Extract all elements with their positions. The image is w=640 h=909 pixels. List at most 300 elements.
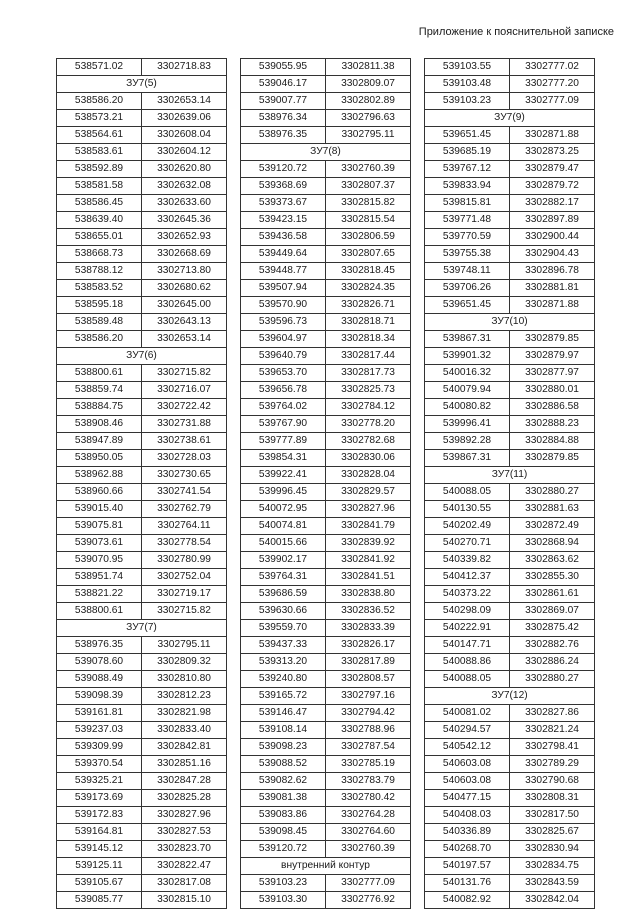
coordinate-row	[241, 433, 411, 450]
coordinates-table-right	[424, 58, 595, 909]
x-coordinate-cell: 539088.49	[57, 671, 142, 688]
coordinate-row	[241, 110, 411, 127]
y-coordinate-cell: 3302645.00	[142, 297, 227, 314]
y-coordinate-cell: 3302738.61	[142, 433, 227, 450]
x-coordinate-cell: 538571.02	[57, 59, 142, 76]
y-coordinate-cell: 3302817.08	[142, 875, 227, 892]
y-coordinate-cell: 3302896.78	[510, 263, 595, 280]
coordinate-row	[241, 450, 411, 467]
y-coordinate-cell: 3302882.17	[510, 195, 595, 212]
coordinate-row	[425, 76, 595, 93]
y-coordinate-cell: 3302881.63	[510, 501, 595, 518]
x-coordinate-cell: 539103.30	[241, 892, 326, 909]
y-coordinate-cell: 3302806.59	[326, 229, 411, 246]
y-coordinate-cell: 3302879.97	[510, 348, 595, 365]
x-coordinate-cell: 539164.81	[57, 824, 142, 841]
x-coordinate-cell: 539370.54	[57, 756, 142, 773]
section-header-row	[241, 144, 411, 161]
y-coordinate-cell: 3302872.49	[510, 518, 595, 535]
y-coordinate-cell: 3302873.25	[510, 144, 595, 161]
x-coordinate-cell: 539073.61	[57, 535, 142, 552]
y-coordinate-cell: 3302825.67	[510, 824, 595, 841]
x-coordinate-cell: 539777.89	[241, 433, 326, 450]
coordinate-row	[57, 144, 227, 161]
y-coordinate-cell: 3302760.39	[326, 841, 411, 858]
y-coordinate-cell: 3302879.47	[510, 161, 595, 178]
y-coordinate-cell: 3302827.86	[510, 705, 595, 722]
x-coordinate-cell: 539854.31	[241, 450, 326, 467]
x-coordinate-cell: 539686.59	[241, 586, 326, 603]
y-coordinate-cell: 3302795.11	[142, 637, 227, 654]
y-coordinate-cell: 3302777.02	[510, 59, 595, 76]
y-coordinate-cell: 3302818.34	[326, 331, 411, 348]
coordinate-row	[425, 416, 595, 433]
x-coordinate-cell: 539596.73	[241, 314, 326, 331]
y-coordinate-cell: 3302815.10	[142, 892, 227, 909]
coordinate-row	[425, 433, 595, 450]
y-coordinate-cell: 3302880.01	[510, 382, 595, 399]
y-coordinate-cell: 3302794.42	[326, 705, 411, 722]
y-coordinate-cell: 3302875.42	[510, 620, 595, 637]
coordinate-row	[425, 756, 595, 773]
x-coordinate-cell: 539103.55	[425, 59, 510, 76]
coordinate-row	[425, 620, 595, 637]
x-coordinate-cell: 538586.20	[57, 331, 142, 348]
x-coordinate-cell: 539922.41	[241, 467, 326, 484]
x-coordinate-cell: 540147.71	[425, 637, 510, 654]
coordinate-row	[57, 535, 227, 552]
x-coordinate-cell: 538960.66	[57, 484, 142, 501]
coordinate-row	[425, 535, 595, 552]
coordinate-row	[425, 824, 595, 841]
x-coordinate-cell: 539085.77	[57, 892, 142, 909]
coordinate-row	[57, 722, 227, 739]
y-coordinate-cell: 3302827.96	[142, 807, 227, 824]
y-coordinate-cell: 3302882.76	[510, 637, 595, 654]
x-coordinate-cell: 540373.22	[425, 586, 510, 603]
x-coordinate-cell: 538947.89	[57, 433, 142, 450]
section-header-row	[425, 314, 595, 331]
coordinate-row	[57, 433, 227, 450]
x-coordinate-cell: 539082.62	[241, 773, 326, 790]
coordinate-row	[425, 501, 595, 518]
coordinate-row	[241, 603, 411, 620]
y-coordinate-cell: 3302827.53	[142, 824, 227, 841]
x-coordinate-cell: 539161.81	[57, 705, 142, 722]
coordinate-row	[425, 127, 595, 144]
y-coordinate-cell: 3302808.57	[326, 671, 411, 688]
x-coordinate-cell: 539559.70	[241, 620, 326, 637]
x-coordinate-cell: 539706.26	[425, 280, 510, 297]
coordinate-row	[57, 484, 227, 501]
y-coordinate-cell: 3302823.70	[142, 841, 227, 858]
y-coordinate-cell: 3302778.54	[142, 535, 227, 552]
y-coordinate-cell: 3302842.81	[142, 739, 227, 756]
x-coordinate-cell: 538962.88	[57, 467, 142, 484]
x-coordinate-cell: 538800.61	[57, 603, 142, 620]
coordinate-row	[57, 671, 227, 688]
y-coordinate-cell: 3302825.73	[326, 382, 411, 399]
y-coordinate-cell: 3302842.04	[510, 892, 595, 909]
y-coordinate-cell: 3302880.27	[510, 671, 595, 688]
coordinate-row	[425, 399, 595, 416]
x-coordinate-cell: 538581.58	[57, 178, 142, 195]
coordinate-row	[241, 569, 411, 586]
coordinate-row	[241, 280, 411, 297]
coordinate-row	[57, 637, 227, 654]
coordinate-row	[425, 705, 595, 722]
y-coordinate-cell: 3302811.38	[326, 59, 411, 76]
x-coordinate-cell: 540016.32	[425, 365, 510, 382]
section-header-row	[425, 467, 595, 484]
coordinate-row	[425, 671, 595, 688]
section-header-row	[241, 858, 411, 875]
x-coordinate-cell: 538639.40	[57, 212, 142, 229]
x-coordinate-cell: 540202.49	[425, 518, 510, 535]
x-coordinate-cell: 540270.71	[425, 535, 510, 552]
y-coordinate-cell: 3302886.24	[510, 654, 595, 671]
coordinate-row	[57, 314, 227, 331]
coordinate-row	[241, 654, 411, 671]
x-coordinate-cell: 540412.37	[425, 569, 510, 586]
coordinate-row	[425, 263, 595, 280]
section-label: ЗУ7(5)	[57, 76, 227, 93]
coordinate-row	[425, 144, 595, 161]
coordinate-row	[57, 297, 227, 314]
coordinate-row	[425, 552, 595, 569]
y-coordinate-cell: 3302841.92	[326, 552, 411, 569]
y-coordinate-cell: 3302789.29	[510, 756, 595, 773]
x-coordinate-cell: 539165.72	[241, 688, 326, 705]
x-coordinate-cell: 540088.05	[425, 484, 510, 501]
x-coordinate-cell: 538668.73	[57, 246, 142, 263]
y-coordinate-cell: 3302668.69	[142, 246, 227, 263]
x-coordinate-cell: 538821.22	[57, 586, 142, 603]
y-coordinate-cell: 3302632.08	[142, 178, 227, 195]
y-coordinate-cell: 3302833.39	[326, 620, 411, 637]
coordinate-row	[241, 671, 411, 688]
x-coordinate-cell: 539098.39	[57, 688, 142, 705]
coordinates-table-left	[56, 58, 227, 909]
x-coordinate-cell: 538788.12	[57, 263, 142, 280]
coordinate-row	[241, 756, 411, 773]
y-coordinate-cell: 3302680.62	[142, 280, 227, 297]
y-coordinate-cell: 3302877.97	[510, 365, 595, 382]
x-coordinate-cell: 539867.31	[425, 331, 510, 348]
x-coordinate-cell: 539046.17	[241, 76, 326, 93]
coordinate-row	[241, 127, 411, 144]
coordinate-row	[425, 450, 595, 467]
x-coordinate-cell: 539685.19	[425, 144, 510, 161]
x-coordinate-cell: 539081.38	[241, 790, 326, 807]
x-coordinate-cell: 539901.32	[425, 348, 510, 365]
x-coordinate-cell: 538655.01	[57, 229, 142, 246]
y-coordinate-cell: 3302830.06	[326, 450, 411, 467]
y-coordinate-cell: 3302817.50	[510, 807, 595, 824]
y-coordinate-cell: 3302886.58	[510, 399, 595, 416]
coordinate-row	[241, 178, 411, 195]
y-coordinate-cell: 3302879.72	[510, 178, 595, 195]
y-coordinate-cell: 3302639.06	[142, 110, 227, 127]
coordinate-row	[425, 722, 595, 739]
x-coordinate-cell: 538586.45	[57, 195, 142, 212]
coordinate-row	[425, 739, 595, 756]
x-coordinate-cell: 540603.08	[425, 756, 510, 773]
x-coordinate-cell: 538908.46	[57, 416, 142, 433]
x-coordinate-cell: 540477.15	[425, 790, 510, 807]
coordinate-row	[57, 263, 227, 280]
coordinate-row	[57, 127, 227, 144]
y-coordinate-cell: 3302780.99	[142, 552, 227, 569]
x-coordinate-cell: 539075.81	[57, 518, 142, 535]
y-coordinate-cell: 3302836.52	[326, 603, 411, 620]
coordinate-row	[57, 569, 227, 586]
section-header-row	[57, 76, 227, 93]
coordinate-row	[425, 484, 595, 501]
coordinate-row	[57, 586, 227, 603]
y-coordinate-cell: 3302604.12	[142, 144, 227, 161]
x-coordinate-cell: 539173.69	[57, 790, 142, 807]
x-coordinate-cell: 540074.81	[241, 518, 326, 535]
y-coordinate-cell: 3302728.03	[142, 450, 227, 467]
x-coordinate-cell: 540339.82	[425, 552, 510, 569]
x-coordinate-cell: 539437.33	[241, 637, 326, 654]
x-coordinate-cell: 539570.90	[241, 297, 326, 314]
coordinate-row	[241, 263, 411, 280]
coordinate-row	[57, 739, 227, 756]
x-coordinate-cell: 538573.21	[57, 110, 142, 127]
y-coordinate-cell: 3302620.80	[142, 161, 227, 178]
x-coordinate-cell: 538859.74	[57, 382, 142, 399]
y-coordinate-cell: 3302818.45	[326, 263, 411, 280]
x-coordinate-cell: 540081.02	[425, 705, 510, 722]
section-label: ЗУ7(11)	[425, 467, 595, 484]
y-coordinate-cell: 3302643.13	[142, 314, 227, 331]
x-coordinate-cell: 538586.20	[57, 93, 142, 110]
x-coordinate-cell: 539902.17	[241, 552, 326, 569]
y-coordinate-cell: 3302797.16	[326, 688, 411, 705]
coordinate-row	[241, 501, 411, 518]
x-coordinate-cell: 539656.78	[241, 382, 326, 399]
coordinate-row	[425, 875, 595, 892]
y-coordinate-cell: 3302783.79	[326, 773, 411, 790]
coordinate-row	[241, 773, 411, 790]
coordinate-row	[57, 756, 227, 773]
coordinate-row	[57, 212, 227, 229]
coordinate-row	[425, 518, 595, 535]
section-label: ЗУ7(8)	[241, 144, 411, 161]
coordinate-row	[57, 705, 227, 722]
x-coordinate-cell: 539748.11	[425, 263, 510, 280]
x-coordinate-cell: 539103.23	[241, 875, 326, 892]
coordinate-row	[57, 858, 227, 875]
y-coordinate-cell: 3302780.42	[326, 790, 411, 807]
x-coordinate-cell: 540294.57	[425, 722, 510, 739]
coordinate-row	[241, 331, 411, 348]
y-coordinate-cell: 3302897.89	[510, 212, 595, 229]
coordinate-row	[57, 93, 227, 110]
y-coordinate-cell: 3302785.19	[326, 756, 411, 773]
y-coordinate-cell: 3302716.07	[142, 382, 227, 399]
y-coordinate-cell: 3302827.96	[326, 501, 411, 518]
y-coordinate-cell: 3302818.71	[326, 314, 411, 331]
y-coordinate-cell: 3302653.14	[142, 331, 227, 348]
x-coordinate-cell: 538592.89	[57, 161, 142, 178]
x-coordinate-cell: 539103.23	[425, 93, 510, 110]
x-coordinate-cell: 540130.55	[425, 501, 510, 518]
coordinate-row	[57, 416, 227, 433]
coordinate-row	[57, 518, 227, 535]
coordinate-row	[241, 705, 411, 722]
coordinate-row	[425, 195, 595, 212]
coordinate-row	[241, 875, 411, 892]
x-coordinate-cell: 540079.94	[425, 382, 510, 399]
y-coordinate-cell: 3302787.54	[326, 739, 411, 756]
y-coordinate-cell: 3302868.94	[510, 535, 595, 552]
section-header-row	[57, 348, 227, 365]
x-coordinate-cell: 539770.59	[425, 229, 510, 246]
coordinate-row	[425, 59, 595, 76]
y-coordinate-cell: 3302777.09	[326, 875, 411, 892]
x-coordinate-cell: 539007.77	[241, 93, 326, 110]
x-coordinate-cell: 539640.79	[241, 348, 326, 365]
coordinate-row	[425, 331, 595, 348]
x-coordinate-cell: 539604.97	[241, 331, 326, 348]
coordinate-row	[425, 365, 595, 382]
coordinate-row	[425, 637, 595, 654]
x-coordinate-cell: 540088.05	[425, 671, 510, 688]
x-coordinate-cell: 539764.31	[241, 569, 326, 586]
coordinate-row	[57, 654, 227, 671]
coordinate-row	[57, 807, 227, 824]
y-coordinate-cell: 3302719.17	[142, 586, 227, 603]
y-coordinate-cell: 3302798.41	[510, 739, 595, 756]
y-coordinate-cell: 3302764.11	[142, 518, 227, 535]
x-coordinate-cell: 539172.83	[57, 807, 142, 824]
y-coordinate-cell: 3302884.88	[510, 433, 595, 450]
coordinate-row	[241, 195, 411, 212]
x-coordinate-cell: 538976.34	[241, 110, 326, 127]
x-coordinate-cell: 539240.80	[241, 671, 326, 688]
x-coordinate-cell: 539098.23	[241, 739, 326, 756]
y-coordinate-cell: 3302778.20	[326, 416, 411, 433]
coordinate-row	[241, 76, 411, 93]
x-coordinate-cell: 539764.02	[241, 399, 326, 416]
y-coordinate-cell: 3302833.40	[142, 722, 227, 739]
y-coordinate-cell: 3302741.54	[142, 484, 227, 501]
x-coordinate-cell: 539423.15	[241, 212, 326, 229]
coordinate-row	[57, 365, 227, 382]
coordinate-row	[425, 841, 595, 858]
coordinate-row	[241, 722, 411, 739]
y-coordinate-cell: 3302782.68	[326, 433, 411, 450]
coordinate-row	[57, 824, 227, 841]
x-coordinate-cell: 540298.09	[425, 603, 510, 620]
coordinate-row	[425, 178, 595, 195]
coordinate-row	[241, 399, 411, 416]
section-label: ЗУ7(10)	[425, 314, 595, 331]
x-coordinate-cell: 540268.70	[425, 841, 510, 858]
x-coordinate-cell: 539098.45	[241, 824, 326, 841]
section-label: ЗУ7(12)	[425, 688, 595, 705]
coordinate-row	[57, 229, 227, 246]
y-coordinate-cell: 3302762.79	[142, 501, 227, 518]
coordinate-row	[425, 586, 595, 603]
x-coordinate-cell: 540542.12	[425, 739, 510, 756]
coordinate-row	[241, 314, 411, 331]
x-coordinate-cell: 539105.67	[57, 875, 142, 892]
coordinate-row	[241, 484, 411, 501]
y-coordinate-cell: 3302838.80	[326, 586, 411, 603]
y-coordinate-cell: 3302817.89	[326, 654, 411, 671]
y-coordinate-cell: 3302847.28	[142, 773, 227, 790]
y-coordinate-cell: 3302841.79	[326, 518, 411, 535]
y-coordinate-cell: 3302881.81	[510, 280, 595, 297]
section-header-row	[425, 688, 595, 705]
x-coordinate-cell: 539892.28	[425, 433, 510, 450]
y-coordinate-cell: 3302764.28	[326, 807, 411, 824]
y-coordinate-cell: 3302861.61	[510, 586, 595, 603]
x-coordinate-cell: 539833.94	[425, 178, 510, 195]
x-coordinate-cell: 540088.86	[425, 654, 510, 671]
coordinate-row	[57, 841, 227, 858]
x-coordinate-cell: 538583.61	[57, 144, 142, 161]
y-coordinate-cell: 3302807.65	[326, 246, 411, 263]
y-coordinate-cell: 3302839.92	[326, 535, 411, 552]
x-coordinate-cell: 538950.05	[57, 450, 142, 467]
y-coordinate-cell: 3302880.27	[510, 484, 595, 501]
y-coordinate-cell: 3302834.75	[510, 858, 595, 875]
coordinate-row	[57, 773, 227, 790]
coordinate-row	[57, 603, 227, 620]
y-coordinate-cell: 3302715.82	[142, 603, 227, 620]
coordinate-row	[57, 399, 227, 416]
x-coordinate-cell: 540080.82	[425, 399, 510, 416]
y-coordinate-cell: 3302829.57	[326, 484, 411, 501]
y-coordinate-cell: 3302713.80	[142, 263, 227, 280]
x-coordinate-cell: 539103.48	[425, 76, 510, 93]
x-coordinate-cell: 539651.45	[425, 127, 510, 144]
y-coordinate-cell: 3302718.83	[142, 59, 227, 76]
y-coordinate-cell: 3302863.62	[510, 552, 595, 569]
coordinate-row	[425, 229, 595, 246]
x-coordinate-cell: 540408.03	[425, 807, 510, 824]
section-label: ЗУ7(6)	[57, 348, 227, 365]
coordinate-row	[241, 382, 411, 399]
x-coordinate-cell: 539867.31	[425, 450, 510, 467]
x-coordinate-cell: 539313.20	[241, 654, 326, 671]
y-coordinate-cell: 3302843.59	[510, 875, 595, 892]
coordinate-row	[241, 535, 411, 552]
coordinate-row	[241, 739, 411, 756]
y-coordinate-cell: 3302807.37	[326, 178, 411, 195]
page-header-title: Приложение к пояснительной записке	[418, 26, 614, 38]
x-coordinate-cell: 539755.38	[425, 246, 510, 263]
x-coordinate-cell: 539145.12	[57, 841, 142, 858]
y-coordinate-cell: 3302808.31	[510, 790, 595, 807]
coordinate-row	[241, 841, 411, 858]
coordinate-row	[57, 688, 227, 705]
x-coordinate-cell: 538976.35	[241, 127, 326, 144]
x-coordinate-cell: 539771.48	[425, 212, 510, 229]
x-coordinate-cell: 539373.67	[241, 195, 326, 212]
coordinate-row	[57, 552, 227, 569]
coordinate-row	[57, 450, 227, 467]
x-coordinate-cell: 539088.52	[241, 756, 326, 773]
x-coordinate-cell: 538951.74	[57, 569, 142, 586]
y-coordinate-cell: 3302790.68	[510, 773, 595, 790]
coordinate-row	[57, 467, 227, 484]
